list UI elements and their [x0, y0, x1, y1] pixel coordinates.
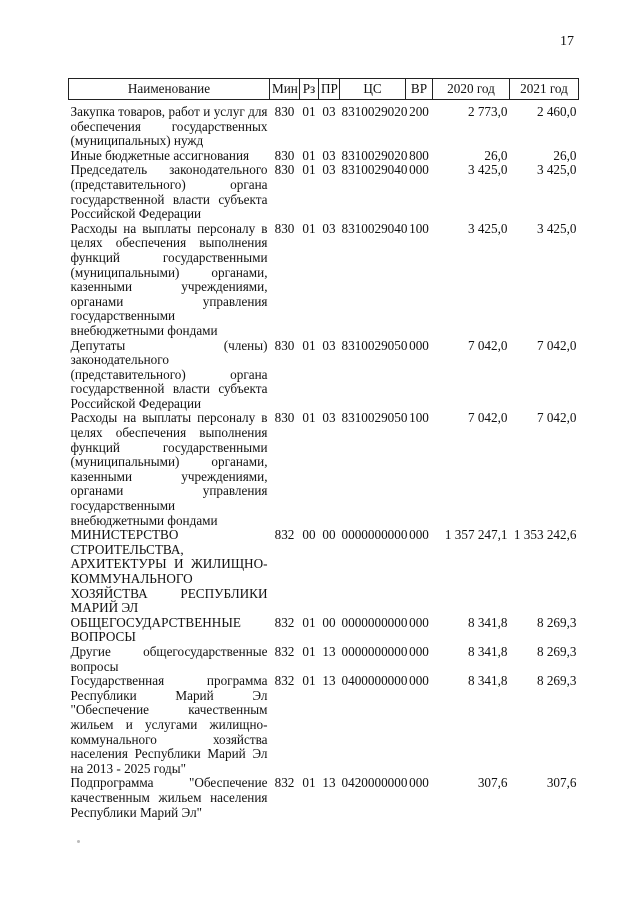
row-name: Председатель законодательного (представительного) органа государственной власти субъекта Российской Федерации: [70, 162, 268, 222]
row-2020: 8 341,8: [467, 614, 508, 630]
row-cs: 0000000000: [341, 643, 408, 659]
table-body: [69, 100, 579, 821]
row-pr: 00: [322, 614, 336, 630]
table-row: [69, 616, 579, 645]
row-2021: 7 042,0: [536, 410, 577, 426]
row-pr: 03: [322, 220, 336, 236]
row-cs: 8310029050: [341, 337, 408, 353]
row-min: 830: [274, 337, 295, 353]
table-row: [69, 339, 579, 412]
row-2021: 7 042,0: [536, 337, 577, 353]
row-min: 832: [274, 643, 295, 659]
row-rz: 01: [302, 104, 316, 119]
row-rz: 01: [302, 775, 316, 791]
row-2021: 307,6: [546, 775, 577, 791]
row-rz: 01: [302, 162, 316, 178]
row-name: Другие общегосударственные вопросы: [70, 643, 268, 674]
row-vr: 000: [409, 527, 429, 543]
row-2021: 3 425,0: [536, 220, 577, 236]
row-pr: 03: [322, 162, 336, 178]
row-2020: 3 425,0: [467, 162, 508, 178]
col-header-vr: ВР: [406, 79, 433, 100]
col-header-rz: Рз: [300, 79, 319, 100]
row-min: 830: [274, 410, 295, 426]
page-number: 17: [560, 34, 574, 49]
row-pr: 13: [322, 643, 336, 659]
row-pr: 13: [322, 775, 336, 791]
row-name: Депутаты (члены) законодательного (представительного) органа государственной власти субъекта Российской Федерации: [70, 337, 268, 411]
col-header-min: Мин: [270, 79, 300, 100]
col-header-pr: ПР: [319, 79, 340, 100]
row-2020: 7 042,0: [467, 337, 508, 353]
row-2020: 7 042,0: [467, 410, 508, 426]
row-pr: 03: [322, 410, 336, 426]
row-2020: 3 425,0: [467, 220, 508, 236]
row-name: Расходы на выплаты персоналу в целях обеспечения выполнения функций государственными (муниципальными) органами, казенными учреждениями, органами управления государственными внебюджетными фондами: [70, 220, 268, 338]
row-vr: 100: [409, 410, 429, 426]
scan-speck: [77, 840, 80, 843]
row-pr: 00: [322, 527, 336, 543]
row-name: МИНИСТЕРСТВО СТРОИТЕЛЬСТВА, АРХИТЕКТУРЫ И ЖИЛИЩНО-КОММУНАЛЬНОГО ХОЗЯЙСТВА РЕСПУБЛИКИ МАРИЙ ЭЛ: [70, 527, 268, 616]
row-2021: 8 269,3: [536, 614, 577, 630]
row-name: Подпрограмма "Обеспечение качественным жильем населения Республики Марий Эл": [70, 775, 268, 820]
row-pr: 03: [322, 147, 336, 163]
row-2021: 3 425,0: [536, 162, 577, 178]
table-header: [69, 79, 579, 100]
row-name: ОБЩЕГОСУДАРСТВЕННЫЕ ВОПРОСЫ: [70, 614, 241, 645]
table-row: [69, 674, 579, 776]
table-row: [69, 411, 579, 528]
row-vr: 000: [409, 162, 429, 178]
row-min: 830: [274, 162, 295, 178]
table-row: [69, 163, 579, 221]
row-cs: 0000000000: [341, 527, 408, 543]
row-cs: 0000000000: [341, 614, 408, 630]
row-min: 830: [274, 104, 295, 119]
table-row: [69, 776, 579, 820]
col-header-2020: 2020 год: [433, 79, 510, 100]
col-header-2021: 2021 год: [510, 79, 579, 100]
row-2020: 26,0: [484, 147, 508, 163]
row-2020: 307,6: [477, 775, 508, 791]
row-min: 832: [274, 775, 295, 791]
table-row: [69, 645, 579, 674]
row-rz: 01: [302, 643, 316, 659]
row-cs: 8310029020: [341, 104, 408, 119]
row-2021: 2 460,0: [536, 104, 577, 119]
row-min: 832: [274, 673, 295, 689]
row-rz: 01: [302, 220, 316, 236]
row-2021: 8 269,3: [536, 673, 577, 689]
budget-table: [68, 78, 579, 820]
row-2021: 8 269,3: [536, 643, 577, 659]
row-min: 832: [274, 527, 295, 543]
row-cs: 0420000000: [341, 775, 408, 791]
row-min: 832: [274, 614, 295, 630]
row-pr: 03: [322, 104, 336, 119]
row-cs: 0400000000: [341, 673, 408, 689]
row-vr: 100: [409, 220, 429, 236]
table-row: [69, 222, 579, 339]
row-name: Закупка товаров, работ и услуг для обеспечения государственных (муниципальных) нужд: [70, 104, 268, 149]
row-name: Государственная программа Республики Марий Эл "Обеспечение качественным жильем и услугами жилищно-коммунального хозяйства населения Республики Марий Эл на 2013 - 2025 годы": [70, 673, 268, 776]
table-row: [69, 528, 579, 616]
row-name: Иные бюджетные ассигнования: [70, 147, 250, 163]
row-min: 830: [274, 220, 295, 236]
row-min: 830: [274, 147, 295, 163]
row-rz: 00: [302, 527, 316, 543]
row-pr: 13: [322, 673, 336, 689]
table-row: [69, 149, 579, 164]
col-header-name: Наименование: [69, 79, 270, 100]
row-pr: 03: [322, 337, 336, 353]
row-vr: 000: [409, 614, 429, 630]
row-2021: 1 353 242,6: [513, 527, 577, 543]
row-rz: 01: [302, 337, 316, 353]
row-rz: 01: [302, 147, 316, 163]
row-cs: 8310029050: [341, 410, 408, 426]
row-2020: 8 341,8: [467, 643, 508, 659]
row-name: Расходы на выплаты персоналу в целях обеспечения выполнения функций государственными (муниципальными) органами, казенными учреждениями, органами управления государственными внебюджетными фондами: [70, 410, 268, 528]
row-2020: 2 773,0: [467, 104, 508, 119]
row-rz: 01: [302, 614, 316, 630]
row-rz: 01: [302, 410, 316, 426]
row-cs: 8310029020: [341, 147, 408, 163]
row-vr: 000: [409, 337, 429, 353]
row-vr: 000: [409, 673, 429, 689]
row-2020: 8 341,8: [467, 673, 508, 689]
row-vr: 000: [409, 775, 429, 791]
row-vr: 800: [409, 147, 429, 163]
col-header-cs: ЦС: [340, 79, 406, 100]
row-vr: 200: [409, 104, 429, 119]
row-cs: 8310029040: [341, 220, 408, 236]
row-cs: 8310029040: [341, 162, 408, 178]
row-vr: 000: [409, 643, 429, 659]
table-row: [69, 105, 579, 149]
row-2020: 1 357 247,1: [444, 527, 508, 543]
row-rz: 01: [302, 673, 316, 689]
row-2021: 26,0: [553, 147, 577, 163]
